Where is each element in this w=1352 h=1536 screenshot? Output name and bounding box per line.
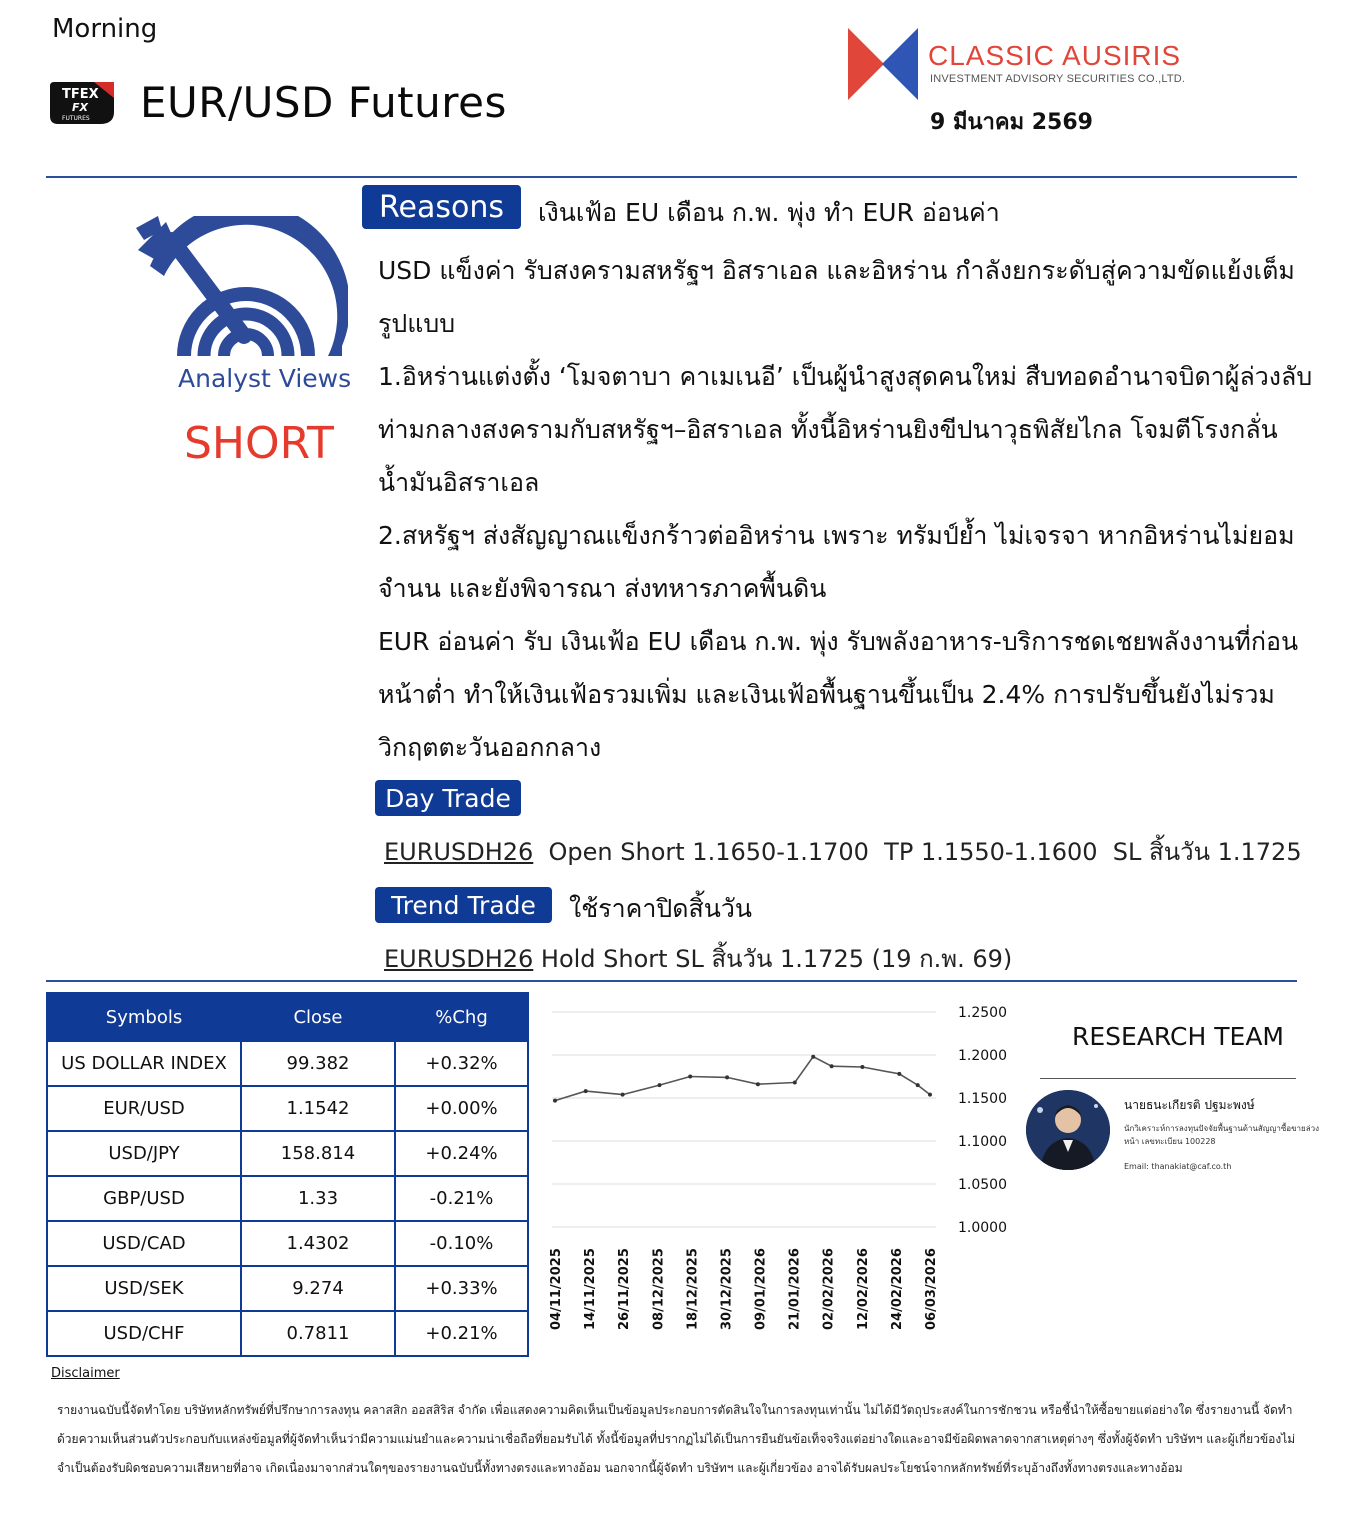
chart-series bbox=[553, 1055, 932, 1103]
brand-subtitle: INVESTMENT ADVISORY SECURITIES CO.,LTD. bbox=[930, 73, 1186, 85]
table-header-row bbox=[47, 993, 528, 1041]
classic-ausiris-logo-mark bbox=[848, 28, 918, 100]
table-row bbox=[47, 1311, 528, 1356]
trend-trade-line bbox=[384, 939, 1012, 978]
col-header-symbols: Symbols bbox=[47, 993, 241, 1041]
series-point bbox=[756, 1082, 760, 1086]
reasons-body bbox=[378, 244, 1314, 774]
reason-paragraph: USD แข็งค่า รับสงครามสหรัฐฯ อิสราเอล และอิหร่าน กำลังยกระดับสู่ความขัดแย้งเต็มรูปแบบ bbox=[378, 256, 1295, 338]
brand-name: CLASSIC AUSIRIS bbox=[928, 40, 1182, 71]
disclaimer-text: รายงานฉบับนี้จัดทำโดย บริษัทหลักทรัพย์ที่ปรึกษาการลงทุน คลาสสิก ออสสิริส จำกัด เพื่อแสดงความคิดเห็นเป็นข้อมูลประกอบการตัดสินใจในการลงทุนเท่านั้น ไม่ได้มีวัตถุประสงค์ในการชักชวน หรือชี้นำให้ซื้อขายแต่อย่างใด ซึ่งรายงานนี้ จัดทำด้วยความเห็นส่วนตัวประกอบกับแหล่งข้อมูลที่ผู้จัดทำเห็นว่ามีความแม่นยำและความน่าเชื่อถือที่ยอมรับได้ ทั้งนี้ข้อมูลที่ปรากฏไม่ได้เป็นการยืนยันข้อเท็จจริงแต่อย่างใดและอาจมีข้อผิดพลาดจากสาเหตุต่างๆ ซึ่งทั้งผู้จัดทำ บริษัทฯ และผู้เกี่ยวข้องไม่จำเป็นต้องรับผิดชอบความเสียหายที่อาจ เกิดเนื่องมาจากส่วนใดๆของรายงานฉบับนี้ทั้งทางตรงและทางอ้อม นอกจากนี้ผู้จัดทำ บริษัทฯ และผู้เกี่ยวข้อง อาจได้รับผลประโยชน์จากหลักทรัพย์ที่ระบุอ้างถึงทั้งทางตรงและทางอ้อม bbox=[57, 1403, 1296, 1475]
cell-symbol: USD/CAD bbox=[47, 1221, 241, 1266]
cell-close: 1.1542 bbox=[241, 1086, 395, 1131]
analyst-position: นักวิเคราะห์การลงทุนปัจจัยพื้นฐานด้านสัญญาซื้อขายล่วงหน้า เลขทะเบียน 100228 bbox=[1124, 1124, 1320, 1146]
logo-text-bottom: FUTURES bbox=[62, 115, 90, 122]
y-tick-label: 1.1500 bbox=[958, 1091, 1007, 1107]
report-kicker: Morning bbox=[52, 14, 158, 44]
series-point bbox=[860, 1065, 864, 1069]
table-row bbox=[47, 1221, 528, 1266]
section-divider bbox=[46, 980, 1297, 982]
cell-close: 158.814 bbox=[241, 1131, 395, 1176]
series-point bbox=[584, 1089, 588, 1093]
table-row bbox=[47, 1041, 528, 1086]
x-tick-label: 30/12/2025 bbox=[719, 1248, 735, 1330]
analyst-email: Email: thanakiat@caf.co.th bbox=[1124, 1162, 1232, 1171]
x-tick-label: 09/01/2026 bbox=[753, 1248, 769, 1330]
page-title: EUR/USD Futures bbox=[140, 78, 507, 127]
series-point bbox=[725, 1075, 729, 1079]
trend-trade-detail: Hold Short SL สิ้นวัน 1.1725 (19 ก.พ. 69) bbox=[533, 945, 1013, 973]
avatar-icon bbox=[1026, 1090, 1110, 1170]
table-row bbox=[47, 1131, 528, 1176]
series-point bbox=[658, 1083, 662, 1087]
cell-symbol: USD/JPY bbox=[47, 1131, 241, 1176]
x-tick-label: 12/02/2026 bbox=[855, 1248, 871, 1330]
analyst-name: นายธนะเกียรติ ปฐมะพงษ์ bbox=[1124, 1098, 1255, 1112]
cell-close: 1.4302 bbox=[241, 1221, 395, 1266]
y-tick-label: 1.0500 bbox=[958, 1177, 1007, 1193]
x-tick-label: 24/02/2026 bbox=[889, 1248, 905, 1330]
trend-trade-tag: Trend Trade bbox=[375, 887, 552, 923]
x-tick-label: 26/11/2025 bbox=[617, 1248, 633, 1330]
series-point bbox=[897, 1072, 901, 1076]
report-date: 9 มีนาคม 2569 bbox=[930, 110, 1093, 135]
table-row bbox=[47, 1086, 528, 1131]
table-row bbox=[47, 1266, 528, 1311]
x-tick-label: 02/02/2026 bbox=[821, 1248, 837, 1330]
logo-text-mid: FX bbox=[72, 101, 88, 114]
col-header-close: Close bbox=[241, 993, 395, 1041]
disclaimer-title: Disclaimer bbox=[51, 1366, 120, 1381]
x-tick-label: 04/11/2025 bbox=[549, 1248, 564, 1330]
reason-paragraph: 2.สหรัฐฯ ส่งสัญญาณแข็งกร้าวต่ออิหร่าน เพราะ ทรัมป์ย้ำ ไม่เจรจา หากอิหร่านไม่ยอมจำนน และยังพิจารณา ส่งทหารภาคพื้นดิน bbox=[378, 521, 1295, 603]
cell-symbol: USD/SEK bbox=[47, 1266, 241, 1311]
cell-chg: +0.21% bbox=[395, 1311, 528, 1356]
signal-short: SHORT bbox=[184, 418, 334, 469]
y-tick-label: 1.2500 bbox=[958, 1005, 1007, 1021]
y-tick-label: 1.2000 bbox=[958, 1048, 1007, 1064]
x-tick-label: 18/12/2025 bbox=[685, 1248, 701, 1330]
day-trade-symbol: EURUSDH26 bbox=[384, 838, 534, 866]
cell-chg: -0.10% bbox=[395, 1221, 528, 1266]
cell-chg: +0.33% bbox=[395, 1266, 528, 1311]
series-point bbox=[621, 1093, 625, 1097]
y-tick-label: 1.1000 bbox=[958, 1134, 1007, 1150]
analyst-views-label: Analyst Views bbox=[178, 364, 352, 393]
cell-close: 0.7811 bbox=[241, 1311, 395, 1356]
col-header-chg: %Chg bbox=[395, 993, 528, 1041]
cell-close: 1.33 bbox=[241, 1176, 395, 1221]
x-tick-label: 21/01/2026 bbox=[787, 1248, 803, 1330]
market-quotes-table bbox=[46, 992, 529, 1357]
reasons-headline: เงินเฟ้อ EU เดือน ก.พ. พุ่ง ทำ EUR อ่อนค่า bbox=[538, 198, 1000, 227]
reasons-tag: Reasons bbox=[362, 185, 521, 229]
tfex-fx-futures-logo bbox=[48, 80, 116, 126]
cell-chg: +0.32% bbox=[395, 1041, 528, 1086]
series-line bbox=[555, 1057, 930, 1101]
series-point bbox=[688, 1075, 692, 1079]
analyst-avatar bbox=[1026, 1090, 1110, 1170]
chart-gridlines bbox=[552, 1012, 936, 1227]
series-point bbox=[830, 1064, 834, 1068]
cell-symbol: GBP/USD bbox=[47, 1176, 241, 1221]
series-point bbox=[916, 1083, 920, 1087]
research-divider bbox=[1040, 1078, 1296, 1079]
header-divider bbox=[46, 176, 1297, 178]
trend-trade-symbol: EURUSDH26 bbox=[384, 945, 534, 973]
x-tick-label: 06/03/2026 bbox=[924, 1248, 939, 1330]
day-trade-line bbox=[384, 832, 1302, 871]
target-arrow-icon bbox=[136, 216, 348, 362]
x-tick-label: 08/12/2025 bbox=[651, 1248, 667, 1330]
series-point bbox=[793, 1081, 797, 1085]
cell-symbol: USD/CHF bbox=[47, 1311, 241, 1356]
cell-chg: +0.24% bbox=[395, 1131, 528, 1176]
table-row bbox=[47, 1176, 528, 1221]
cell-symbol: EUR/USD bbox=[47, 1086, 241, 1131]
research-team-title: RESEARCH TEAM bbox=[1072, 1022, 1284, 1051]
cell-close: 99.382 bbox=[241, 1041, 395, 1086]
cell-close: 9.274 bbox=[241, 1266, 395, 1311]
reason-paragraph: 1.อิหร่านแต่งตั้ง ‘โมจตาบา คาเมเนอี’ เป็นผู้นำสูงสุดคนใหม่ สืบทอดอำนาจบิดาผู้ล่วงลับ ท่ามกลางสงครามกับสหรัฐฯ–อิสราเอล ทั้งนี้อิหร่านยิงขีปนาวุธพิสัยไกล โจมตีโรงกลั่นน้ำมันอิสราเอล bbox=[378, 362, 1313, 497]
day-trade-tag: Day Trade bbox=[375, 780, 521, 816]
eurusd-price-chart bbox=[540, 996, 1020, 1336]
trend-trade-note: ใช้ราคาปิดสิ้นวัน bbox=[569, 894, 752, 923]
y-tick-label: 1.0000 bbox=[958, 1220, 1007, 1236]
reason-paragraph: EUR อ่อนค่า รับ เงินเฟ้อ EU เดือน ก.พ. พุ่ง รับพลังอาหาร-บริการชดเชยพลังงานที่ก่อนหน้าต่ำ ทำให้เงินเฟ้อรวมเพิ่ม และเงินเฟ้อพื้นฐานขึ้นเป็น 2.4% การปรับขึ้นยังไม่รวมวิกฤตตะวันออกกลาง bbox=[378, 627, 1299, 762]
series-point bbox=[928, 1093, 932, 1097]
cell-chg: -0.21% bbox=[395, 1176, 528, 1221]
series-point bbox=[553, 1099, 557, 1103]
cell-chg: +0.00% bbox=[395, 1086, 528, 1131]
series-point bbox=[811, 1055, 815, 1059]
cell-symbol: US DOLLAR INDEX bbox=[47, 1041, 241, 1086]
logo-text-top: TFEX bbox=[62, 87, 99, 102]
chart-y-ticks bbox=[958, 1005, 1007, 1236]
day-trade-detail: Open Short 1.1650-1.1700 TP 1.1550-1.1600 SL สิ้นวัน 1.1725 bbox=[533, 838, 1302, 866]
x-tick-label: 14/11/2025 bbox=[583, 1248, 599, 1330]
chart-x-ticks bbox=[549, 1248, 939, 1330]
